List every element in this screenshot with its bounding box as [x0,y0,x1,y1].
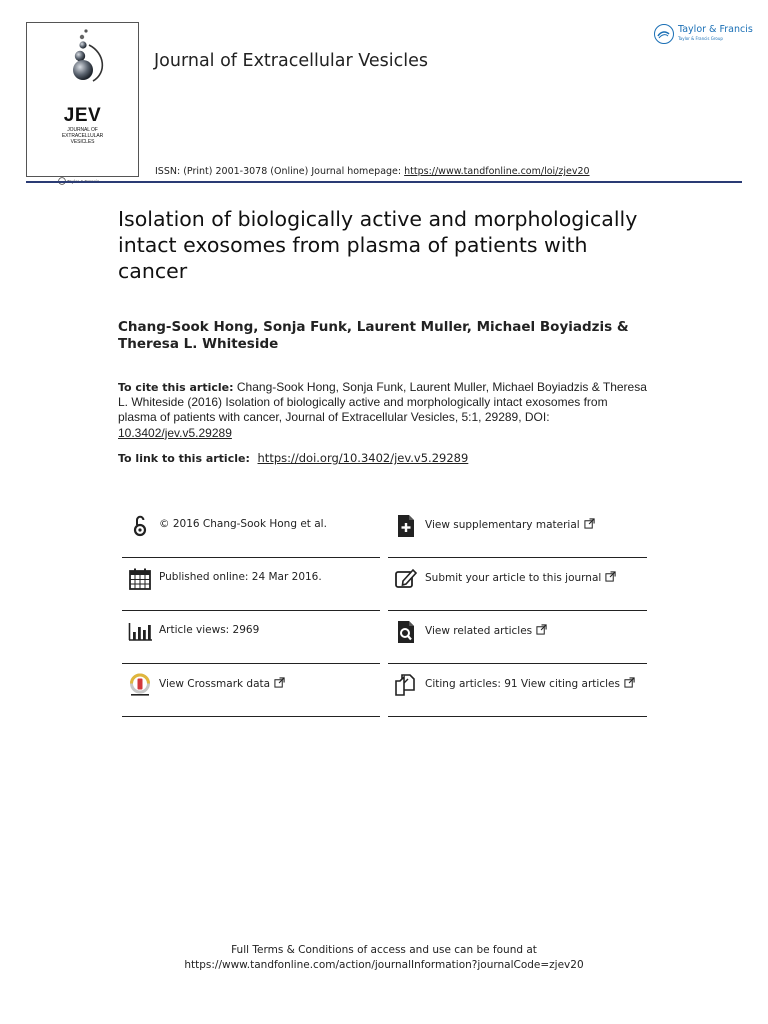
citing-articles-link[interactable]: Citing articles: 91 View citing articles [425,677,635,690]
citing-articles-item[interactable] [388,664,647,717]
article-doi-link[interactable]: https://doi.org/10.3402/jev.v5.29289 [257,451,469,465]
jev-logo-icon [27,23,138,176]
external-link-icon [624,677,635,688]
citation-label: To cite this article: [118,381,234,394]
publisher-name: Taylor & Francis [678,24,753,35]
footer-terms-text: Full Terms & Conditions of access and use can be found at [231,944,537,956]
submit-article-link[interactable]: Submit your article to this journal [425,571,616,584]
search-document-icon [394,620,418,644]
calendar-icon [128,567,152,591]
journal-cover [26,22,139,177]
supplementary-material-item[interactable] [388,505,647,558]
cover-subtitle: JOURNAL OF EXTRACELLULAR VESICLES [61,127,104,145]
article-title: Isolation of biologically active and morphologically intact exosomes from plasma of patients with cancer [118,207,638,283]
citation-text: Chang-Sook Hong, Sonja Funk, Laurent Muller, Michael Boyiadzis & Theresa L. Whiteside (2016) Isolation of biologically active and morphologically intact exosomes from plasma of patients with cancer, Journal of Extracellular Vesicles, 5:1, 29289, DOI: [118,380,647,425]
publisher-logo-icon [654,24,674,44]
submit-article-item[interactable] [388,558,647,611]
bar-chart-icon [128,620,152,644]
external-link-icon [536,624,547,635]
open-access-icon [128,514,152,538]
published-online-item [122,558,380,611]
cover-brand: JEV [63,105,102,126]
article-views-text: Article views: 2969 [159,624,260,636]
external-link-icon [605,571,616,582]
copyright-item [122,505,380,558]
article-views-item [122,611,380,664]
crossmark-text[interactable]: View Crossmark data [159,677,285,690]
issn-text: ISSN: (Print) 2001-3078 (Online) Journal homepage: [155,166,402,177]
article-authors: Chang-Sook Hong, Sonja Funk, Laurent Muller, Michael Boyiadzis & Theresa L. Whiteside [118,319,629,352]
published-online-text: Published online: 24 Mar 2016. [159,571,322,583]
citation-doi-link[interactable]: 10.3402/jev.v5.29289 [118,425,232,440]
footer-terms-url[interactable]: https://www.tandfonline.com/action/journalInformation?journalCode=zjev20 [184,959,584,971]
divider [388,716,647,717]
header-divider [26,181,742,183]
add-document-icon [394,514,418,538]
supplementary-material-link[interactable]: View supplementary material [425,518,595,531]
divider [122,716,380,717]
journal-title[interactable]: Journal of Extracellular Vesicles [154,51,428,71]
publisher-logo[interactable] [654,22,753,46]
external-link-icon [584,518,595,529]
link-label: To link to this article: [118,452,250,465]
article-link-line [118,451,658,465]
external-link-icon [274,677,285,688]
citing-articles-icon [394,673,418,697]
article-info-grid [122,505,647,717]
issn-line [155,166,590,177]
related-articles-link[interactable]: View related articles [425,624,547,637]
citation-block [118,380,648,441]
journal-homepage-link[interactable]: https://www.tandfonline.com/loi/zjev20 [404,166,590,177]
footer [0,943,768,973]
publisher-tagline: Taylor & Francis Group [678,36,723,41]
copyright-text: © 2016 Chang-Sook Hong et al. [159,518,327,530]
related-articles-item[interactable] [388,611,647,664]
crossmark-icon [128,673,152,697]
edit-icon [394,567,418,591]
crossmark-item[interactable] [122,664,380,717]
